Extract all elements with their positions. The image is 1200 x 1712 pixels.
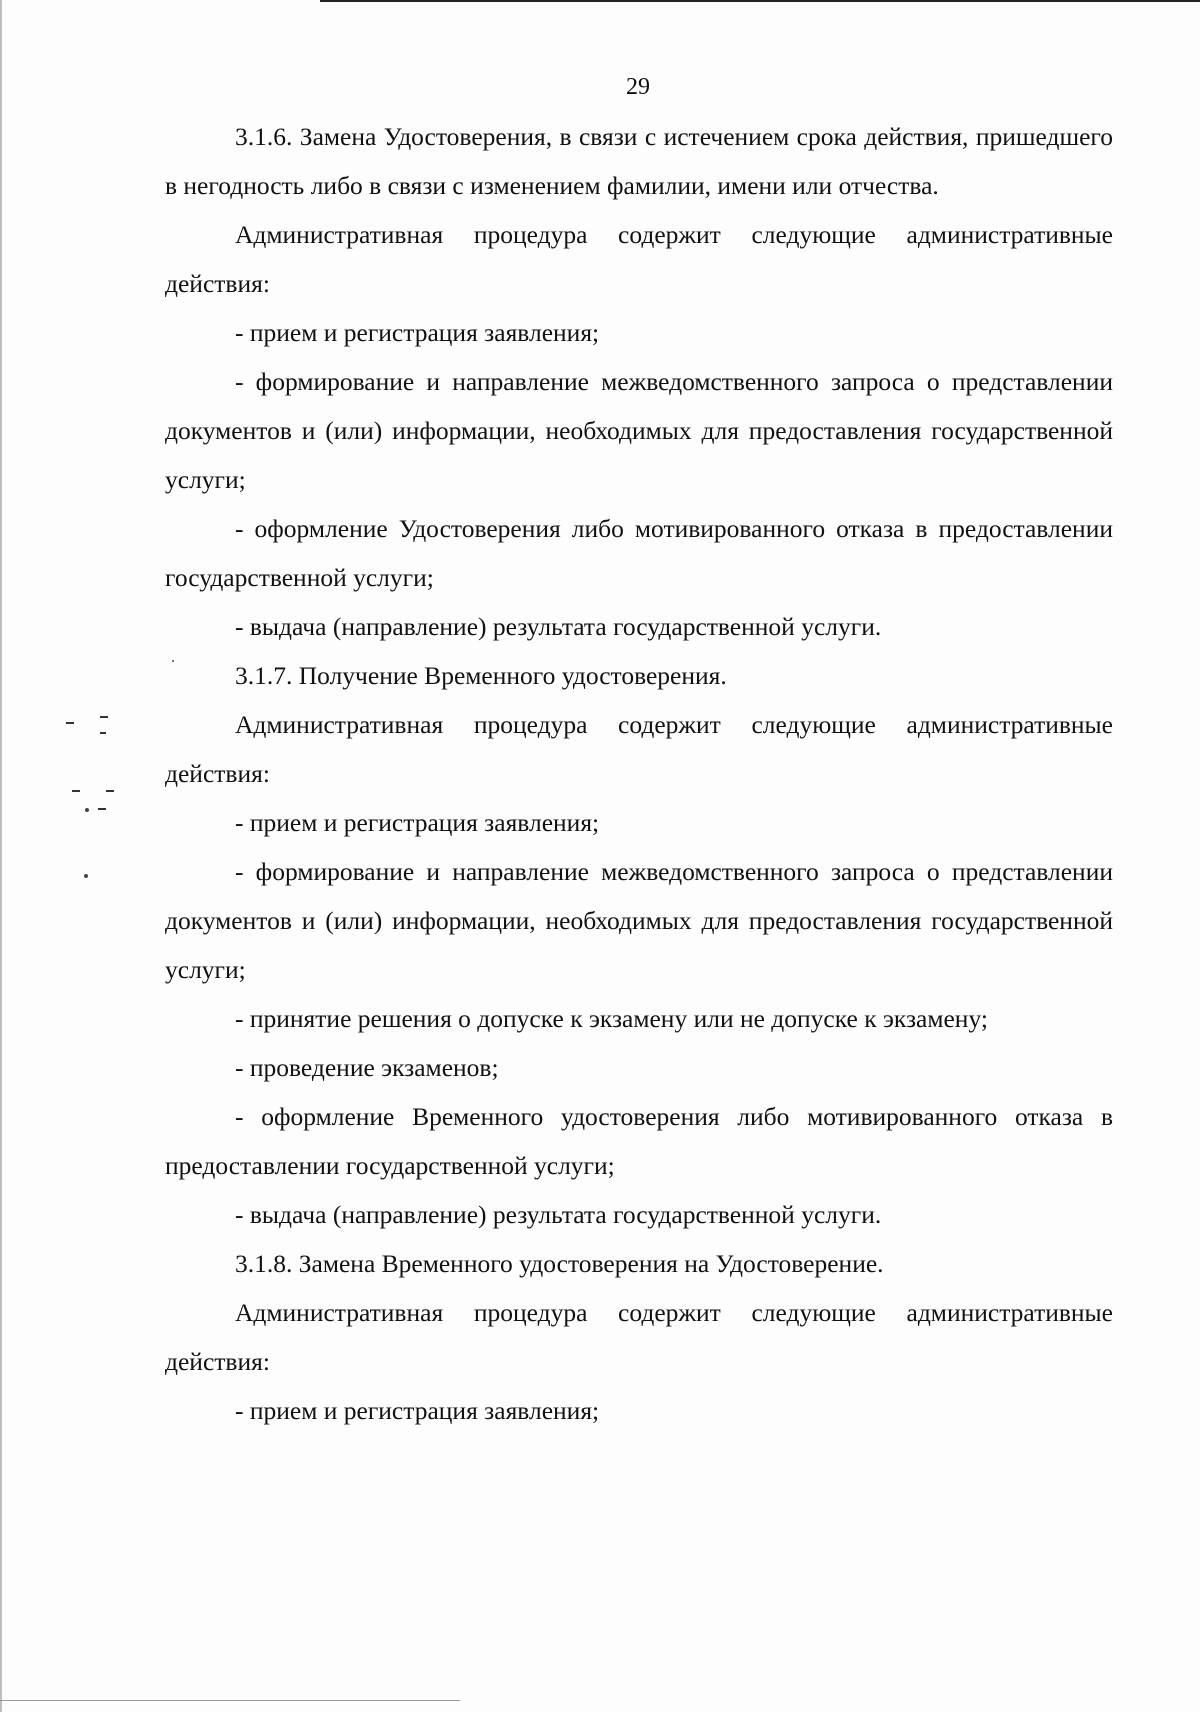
list-item: - прием и регистрация заявления; (235, 808, 600, 837)
list-item: - принятие решения о допуске к экзамену или не допуске к экзамену; (235, 1004, 988, 1033)
page-number: 29 (626, 74, 650, 100)
scan-artifact (98, 808, 106, 810)
section-heading: 3.1.7. Получение Временного удостоверения. (235, 661, 727, 690)
scan-artifact (106, 790, 114, 792)
list-item: - выдача (направление) результата государственной услуги. (235, 1200, 882, 1229)
scan-left-border (0, 0, 2, 1712)
scan-artifact (100, 716, 108, 718)
procedure-intro: Административная процедура содержит следующие административные действия: (165, 220, 1113, 298)
scan-artifact (85, 808, 89, 812)
section-heading: 3.1.8. Замена Временного удостоверения на Удостоверение. (235, 1249, 884, 1278)
scan-bottom-border (0, 1700, 460, 1701)
scan-artifact (72, 790, 80, 792)
procedure-intro: Административная процедура содержит следующие административные действия: (165, 1298, 1113, 1376)
section-heading: 3.1.6. Замена Удостоверения, в связи с истечением срока действия, пришедшего в негодность либо в связи с изменением фамилии, имени или отчества. (165, 122, 1113, 200)
scan-artifact (84, 874, 88, 878)
list-item: - прием и регистрация заявления; (235, 318, 600, 347)
list-item: - выдача (направление) результата государственной услуги. (235, 612, 882, 641)
scan-top-border (320, 0, 1200, 2)
list-item: - оформление Временного удостоверения либо мотивированного отказа в предоставлении государственной услуги; (165, 1102, 1113, 1180)
scan-artifact (66, 722, 74, 724)
list-item: - оформление Удостоверения либо мотивированного отказа в предоставлении государственной услуги; (165, 514, 1113, 592)
document-body (165, 112, 1113, 1435)
procedure-intro: Административная процедура содержит следующие административные действия: (165, 710, 1113, 788)
scan-artifact (100, 732, 106, 734)
list-item: - формирование и направление межведомственного запроса о представлении документов и (или) информации, необходимых для предоставления государственной услуги; (165, 367, 1113, 494)
list-item: - прием и регистрация заявления; (235, 1396, 600, 1425)
list-item: - формирование и направление межведомственного запроса о представлении документов и (или) информации, необходимых для предоставления государственной услуги; (165, 857, 1113, 984)
list-item: - проведение экзаменов; (235, 1053, 499, 1082)
